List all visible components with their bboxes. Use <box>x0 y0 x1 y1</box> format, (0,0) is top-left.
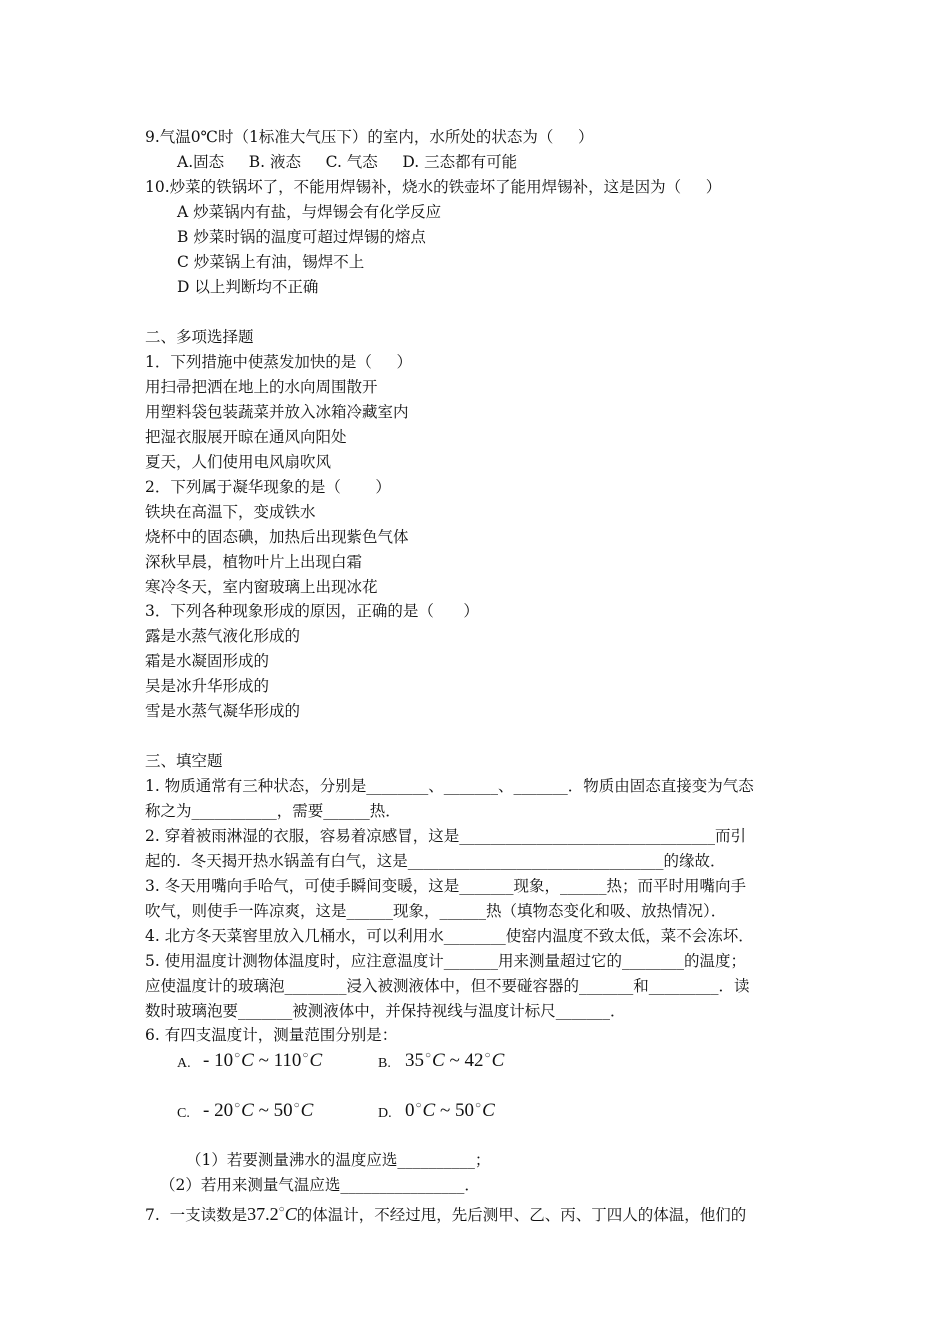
q6-sub1: （1）若要测量沸水的温度应选__________； <box>186 1151 491 1169</box>
s2-q3-option: 雪是水蒸气凝华形成的 <box>145 702 301 720</box>
q10-stem: 10.炒菜的铁锅坏了，不能用焊锡补，烧水的铁壶坏了能用焊锡补，这是因为（ ） <box>145 178 722 196</box>
q10-option: B 炒菜时锅的温度可超过焊锡的熔点 <box>177 228 426 246</box>
s3-line: 5. 使用温度计测物体温度时，应注意温度计_______用来测量超过它的________的温度； <box>145 952 746 970</box>
q10-option: A 炒菜锅内有盐，与焊锡会有化学反应 <box>177 203 442 221</box>
s3-line: 2. 穿着被雨淋湿的衣服，容易着凉感冒，这是_________________________________而引 <box>145 827 746 845</box>
q6-option-label: D. <box>378 1106 392 1121</box>
q6-option-label: A. <box>177 1056 191 1071</box>
s2-q2-stem: 2．下列属于凝华现象的是（ ） <box>145 478 391 496</box>
s3-line: 3. 冬天用嘴向手哈气，可使手瞬间变暖，这是_______现象，______热；而平时用嘴向手 <box>145 877 746 895</box>
s3-line: 起的. 冬天揭开热水锅盖有白气，这是_________________________________的缘故． <box>145 852 726 870</box>
s2-q1-stem: 1．下列措施中使蒸发加快的是（ ） <box>145 353 412 371</box>
s2-q2-option: 寒冷冬天，室内窗玻璃上出现冰花 <box>145 578 378 596</box>
q6-sub2: （2）若用来测量气温应选________________． <box>160 1176 480 1194</box>
q6-option-label: C. <box>177 1106 190 1121</box>
s2-q3-option: 吴是冰升华形成的 <box>145 677 270 695</box>
s3-line: 吹气，则使手一阵凉爽，这是______现象，______热（填物态变化和吸、放热情况）． <box>145 902 727 920</box>
s2-q3-option: 霜是水凝固形成的 <box>145 652 270 670</box>
s3-line: 1. 物质通常有三种状态，分别是________、_______、_______．物质由固态直接变为气态 <box>145 777 754 795</box>
s3-line: 6. 有四支温度计，测量范围分别是： <box>145 1026 398 1044</box>
s2-q1-option: 用扫帚把洒在地上的水向周围散开 <box>145 378 378 396</box>
q6-option-b-range: 35○C ~ 42○C <box>405 1050 505 1071</box>
q6-option-label: B. <box>378 1056 391 1071</box>
q10-option: D 以上判断均不正确 <box>177 278 319 296</box>
s2-q2-option: 深秋早晨，植物叶片上出现白霜 <box>145 553 363 571</box>
q6-option-c-range: - 20○C ~ 50○C <box>203 1100 314 1121</box>
s2-q2-option: 烧杯中的固态碘，加热后出现紫色气体 <box>145 528 409 546</box>
q10-option: C 炒菜锅上有油，锡焊不上 <box>177 253 365 271</box>
q6-option-a-range: - 10○C ~ 110○C <box>203 1050 323 1071</box>
s2-q3-stem: 3．下列各种现象形成的原因，正确的是（ ） <box>145 602 479 620</box>
s3-line: 4. 北方冬天菜窖里放入几桶水，可以利用水________使窑内温度不致太低，菜不会冻坏． <box>145 927 754 945</box>
q9-options: A.固态 B. 液态 C. 气态 D. 三态都有可能 <box>177 153 518 171</box>
s2-q3-option: 露是水蒸气液化形成的 <box>145 627 301 645</box>
s3-line: 称之为___________，需要______热． <box>145 802 401 820</box>
s2-q1-option: 把湿衣服展开晾在通风向阳处 <box>145 428 347 446</box>
q7-stem: 7. 一支读数是37.2○C的体温计，不经过甩，先后测甲、乙、丙、丁四人的体温，他们的 <box>145 1204 747 1224</box>
s2-q2-option: 铁块在高温下，变成铁水 <box>145 503 316 521</box>
section2-title: 二、多项选择题 <box>145 328 254 346</box>
s3-line: 数时玻璃泡要_______被测液体中，并保持视线与温度计标尺_______． <box>145 1002 626 1020</box>
s3-line: 应使温度计的玻璃泡________浸入被测液体中，但不要碰容器的_______和_________．读 <box>145 977 750 995</box>
s2-q1-option: 夏天，人们使用电风扇吹风 <box>145 453 332 471</box>
q9-stem: 9.气温0℃时（1标准大气压下）的室内，水所处的状态为（ ） <box>145 128 594 146</box>
q6-option-d-range: 0○C ~ 50○C <box>405 1100 495 1121</box>
s2-q1-option: 用塑料袋包装蔬菜并放入冰箱冷藏室内 <box>145 403 409 421</box>
section3-title: 三、填空题 <box>145 752 223 770</box>
